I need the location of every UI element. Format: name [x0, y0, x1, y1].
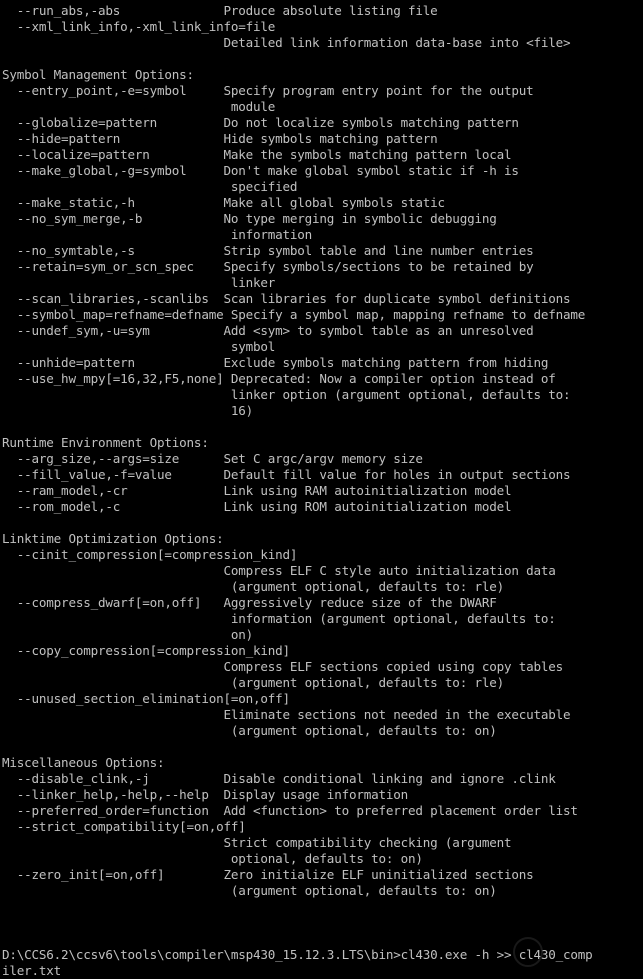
console-output[interactable]: [2, 3, 643, 979]
console-line: --linker_help,-help,--help Display usage information: [2, 787, 409, 802]
console-line: --no_sym_merge,-b No type merging in symbolic debugging: [2, 211, 497, 226]
console-line: [2, 515, 643, 531]
console-line: --undef_sym,-u=sym Add <sym> to symbol table as an unresolved: [2, 323, 534, 338]
console-line: --compress_dwarf[=on,off] Aggressively reduce size of the DWARF: [2, 595, 497, 610]
console-line: --strict_compatibility[=on,off]: [2, 819, 246, 834]
console-line: Strict compatibility checking (argument: [2, 835, 512, 850]
console-line: --scan_libraries,-scanlibs Scan libraries for duplicate symbol definitions: [2, 291, 571, 306]
console-line: optional, defaults to: on): [2, 851, 423, 866]
console-line: --make_static,-h Make all global symbols static: [2, 195, 445, 210]
console-line: information: [2, 227, 313, 242]
console-line: iler.txt: [2, 963, 62, 978]
console-line: module: [2, 99, 276, 114]
console-line: --preferred_order=function Add <function> to preferred placement order list: [2, 803, 578, 818]
console-line: Detailed link information data-base into <file>: [2, 35, 571, 50]
console-line: --cinit_compression[=compression_kind]: [2, 547, 298, 562]
console-line: Compress ELF C style auto initialization data: [2, 563, 556, 578]
console-line: --hide=pattern Hide symbols matching pattern: [2, 131, 438, 146]
console-line: Eliminate sections not needed in the executable: [2, 707, 571, 722]
console-line: Runtime Environment Options:: [2, 435, 209, 450]
console-line: [2, 51, 643, 67]
console-line: Linktime Optimization Options:: [2, 531, 224, 546]
console-line: --xml_link_info,-xml_link_info=file: [2, 19, 276, 34]
console-line: --use_hw_mpy[=16,32,F5,none] Deprecated: Now a compiler option instead of: [2, 371, 556, 386]
console-line: Symbol Management Options:: [2, 67, 194, 82]
console-line: --localize=pattern Make the symbols matching pattern local: [2, 147, 512, 162]
console-line: 16): [2, 403, 253, 418]
console-line: --unused_section_elimination[=on,off]: [2, 691, 290, 706]
console-line: [2, 899, 643, 915]
console-line: (argument optional, defaults to: rle): [2, 675, 504, 690]
console-line: --rom_model,-c Link using ROM autoinitialization model: [2, 499, 512, 514]
console-line: --make_global,-g=symbol Don't make global symbol static if -h is: [2, 163, 519, 178]
console-line: D:\CCS6.2\ccsv6\tools\compiler\msp430_15.12.3.LTS\bin>cl430.exe -h >> cl430_comp: [2, 947, 593, 962]
console-line: --fill_value,-f=value Default fill value for holes in output sections: [2, 467, 571, 482]
console-line: --disable_clink,-j Disable conditional linking and ignore .clink: [2, 771, 556, 786]
console-line: --globalize=pattern Do not localize symbols matching pattern: [2, 115, 519, 130]
console-line: (argument optional, defaults to: on): [2, 883, 497, 898]
console-line: linker: [2, 275, 276, 290]
console-line: specified: [2, 179, 298, 194]
console-line: --arg_size,--args=size Set C argc/argv memory size: [2, 451, 423, 466]
console-line: --unhide=pattern Exclude symbols matching pattern from hiding: [2, 355, 549, 370]
console-line: Compress ELF sections copied using copy tables: [2, 659, 564, 674]
console-line: --zero_init[=on,off] Zero initialize ELF uninitialized sections: [2, 867, 534, 882]
console-line: symbol: [2, 339, 276, 354]
console-line: (argument optional, defaults to: rle): [2, 579, 504, 594]
console-line: --run_abs,-abs Produce absolute listing file: [2, 3, 438, 18]
console-line: information (argument optional, defaults to:: [2, 611, 556, 626]
console-line: --no_symtable,-s Strip symbol table and line number entries: [2, 243, 534, 258]
console-line: (argument optional, defaults to: on): [2, 723, 497, 738]
console-line: on): [2, 627, 253, 642]
console-line: [2, 915, 643, 931]
console-line: [2, 739, 643, 755]
console-line: --symbol_map=refname=defname Specify a symbol map, mapping refname to defname: [2, 307, 586, 322]
console-line: --retain=sym_or_scn_spec Specify symbols/sections to be retained by: [2, 259, 534, 274]
console-line: linker option (argument optional, defaults to:: [2, 387, 571, 402]
console-line: [2, 419, 643, 435]
console-line: [2, 931, 643, 947]
console-line: --copy_compression[=compression_kind]: [2, 643, 290, 658]
console-line: --ram_model,-cr Link using RAM autoinitialization model: [2, 483, 512, 498]
console-line: --entry_point,-e=symbol Specify program entry point for the output: [2, 83, 534, 98]
watermark-logo: [513, 937, 543, 967]
console-line: Miscellaneous Options:: [2, 755, 165, 770]
